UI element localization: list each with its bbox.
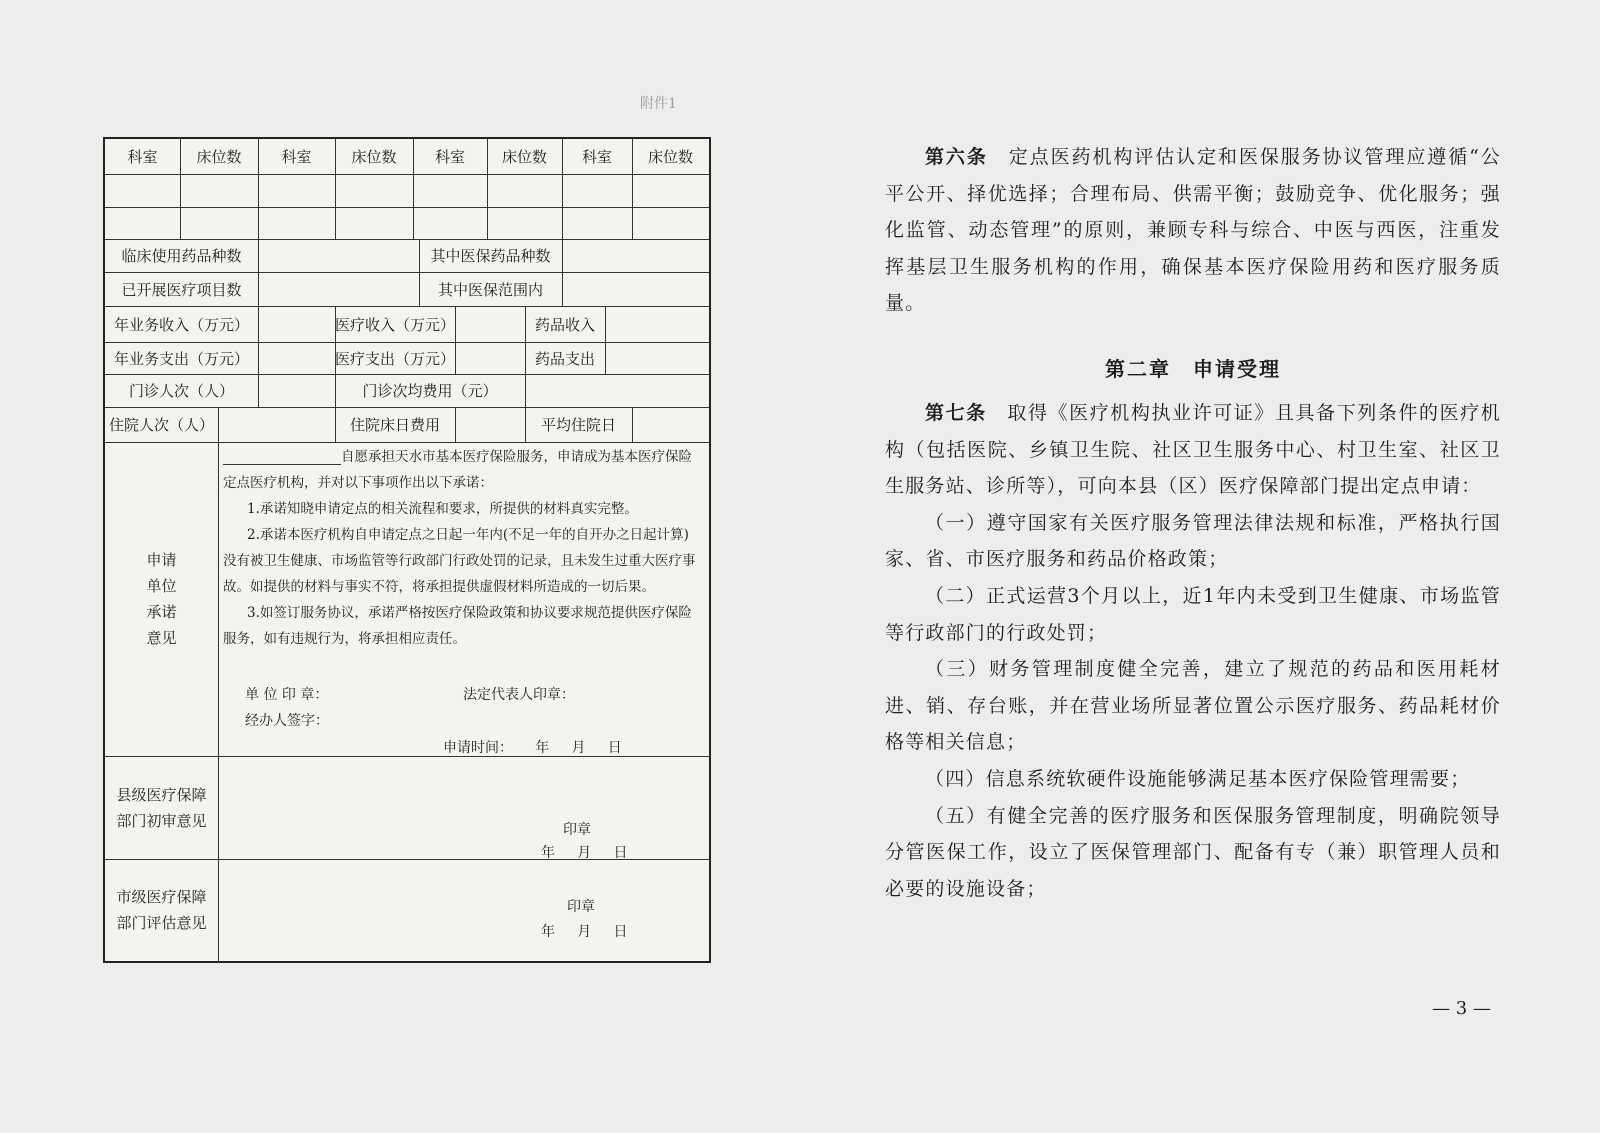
county-seal: 印章 (563, 822, 591, 838)
label-clinical-drug-types: 临床使用药品种数 (121, 247, 242, 265)
article-7 (885, 395, 1501, 907)
label-applicant-promise (105, 442, 218, 756)
label-medical-income: 医疗收入（万元） (335, 315, 456, 334)
col-line (258, 239, 259, 306)
article-7-title: 第七条 (925, 402, 987, 424)
unit-seal-label: 单 位 印 章： (245, 687, 329, 703)
article-7-item-4: （四）信息系统软硬件设施能够满足基本医疗保险管理需要； (925, 767, 1471, 790)
apply-time: 申请时间： 年 月 日 (443, 740, 622, 756)
article-7-item-2: （二）正式运营3个月以上，近1年内未受到卫生健康、市场监管等行政部门的行政处罚； (885, 584, 1501, 644)
header-beds-3: 床位数 (501, 148, 547, 166)
col-line (258, 374, 259, 407)
col-line (455, 306, 456, 374)
page-number: — 3 — (1432, 998, 1491, 1019)
label-insured-items: 其中医保范围内 (437, 280, 543, 299)
header-dept-1: 科室 (127, 148, 158, 166)
row-line (105, 207, 709, 208)
label-inpatient-visits: 住院人次（人） (108, 416, 214, 434)
label-insured-drug-types: 其中医保药品种数 (430, 247, 551, 265)
promise-item-3: 3.如签订服务协议，承诺严格按医疗保险政策和协议要求规范提供医疗保险服务，如有违规行为，将承担相应责任。 (223, 605, 692, 647)
article-7-item-3: （三）财务管理制度健全完善，建立了规范的药品和医用耗材进、销、存台账，并在营业场所显著位置公示医疗服务、药品耗材价格等相关信息； (885, 658, 1501, 754)
institution-name-blank[interactable] (223, 450, 341, 465)
label-line: 部门评估意见 (116, 914, 207, 932)
label-medical-expense: 医疗支出（万元） (335, 349, 456, 368)
application-form-table (103, 137, 711, 963)
county-date: 年 月 日 (541, 845, 628, 861)
header-beds-4: 床位数 (647, 148, 693, 166)
header-dept-2: 科室 (281, 148, 312, 166)
article-7-item-1: （一）遵守国家有关医疗服务管理法律法规和标准，严格执行国家、省、市医疗服务和药品价格政策； (885, 511, 1501, 571)
label-drug-income: 药品收入 (534, 315, 595, 334)
label-drug-expense: 药品支出 (534, 349, 595, 368)
label-line: 市级医疗保障 (116, 888, 207, 906)
article-7-item-5: （五）有健全完善的医疗服务和医保服务管理制度，明确院领导分管医保工作，设立了医保管理部门、配备有专（兼）职管理人员和必要的设施设备； (885, 804, 1501, 900)
attachment-mark: 附件1 (640, 96, 677, 112)
header-beds-2: 床位数 (351, 148, 397, 166)
col-line (525, 374, 526, 407)
label-annual-expense: 年业务支出（万元） (113, 349, 249, 368)
col-line (455, 407, 456, 442)
right-page (800, 0, 1600, 1133)
label-city-review (105, 859, 218, 961)
legal-rep-seal-label: 法定代表人印章： (463, 687, 575, 703)
col-line (218, 407, 219, 442)
article-6 (885, 139, 1501, 322)
header-beds-1: 床位数 (196, 148, 242, 166)
label-line: 县级医疗保障 (116, 785, 207, 804)
city-date: 年 月 日 (541, 924, 628, 940)
label-line: 单位 (146, 577, 177, 595)
label-annual-income: 年业务收入（万元） (113, 315, 249, 334)
promise-text (223, 444, 701, 652)
chapter-title: 第二章 申请受理 (1105, 357, 1281, 381)
label-outpatient-cost: 门诊次均费用（元） (362, 382, 498, 400)
label-avg-inpatient-days: 平均住院日 (540, 416, 616, 434)
label-outpatient-visits: 门诊人次（人） (128, 382, 234, 400)
promise-intro: 自愿承担天水市基本医疗保险服务，申请成为基本医疗保险定点医疗机构，并对以下事项作出以下承诺： (223, 449, 692, 491)
article-6-text: 定点医药机构评估认定和医保服务协议管理应遵循“公平公开、择优选择；合理布局、供需平衡；鼓励竞争、优化服务；强化监管、动态管理”的原则，兼顾专科与综合、中医与西医，注重发挥基层卫生服务机构的作用，确保基本医疗保险用药和医疗服务质量。 (885, 146, 1502, 315)
col-line (632, 407, 633, 442)
label-county-review (105, 756, 218, 859)
col-line (218, 442, 219, 961)
col-line (562, 239, 563, 306)
label-line: 申请 (146, 551, 177, 569)
label-line: 部门初审意见 (116, 811, 207, 830)
promise-item-1: 1.承诺知晓申请定点的相关流程和要求，所提供的材料真实完整。 (247, 501, 638, 517)
header-dept-4: 科室 (581, 148, 612, 166)
label-line: 意见 (146, 629, 177, 647)
label-inpatient-daily-cost: 住院床日费用 (349, 416, 440, 434)
col-line (258, 306, 259, 374)
handler-sign-label: 经办人签字： (245, 713, 329, 729)
row-line (105, 174, 709, 175)
article-7-text: 取得《医疗机构执业许可证》且具备下列条件的医疗机构（包括医院、乡镇卫生院、社区卫生服务中心、村卫生室、社区卫生服务站、诊所等），可向本县（区）医疗保障部门提出定点申请： (885, 402, 1501, 498)
label-medical-items: 已开展医疗项目数 (121, 280, 242, 299)
article-6-title: 第六条 (925, 146, 988, 168)
header-dept-3: 科室 (434, 148, 465, 166)
label-line: 承诺 (146, 603, 177, 621)
city-seal: 印章 (567, 899, 595, 915)
col-line (605, 306, 606, 374)
promise-item-2: 2.承诺本医疗机构自申请定点之日起一年内(不足一年的自开办之日起计算)没有被卫生健康、市场监管等行政部门行政处罚的记录，且未发生过重大医疗事故。如提供的材料与事实不符，将承担提供虚假材料所造成的一切后果。 (223, 527, 696, 595)
